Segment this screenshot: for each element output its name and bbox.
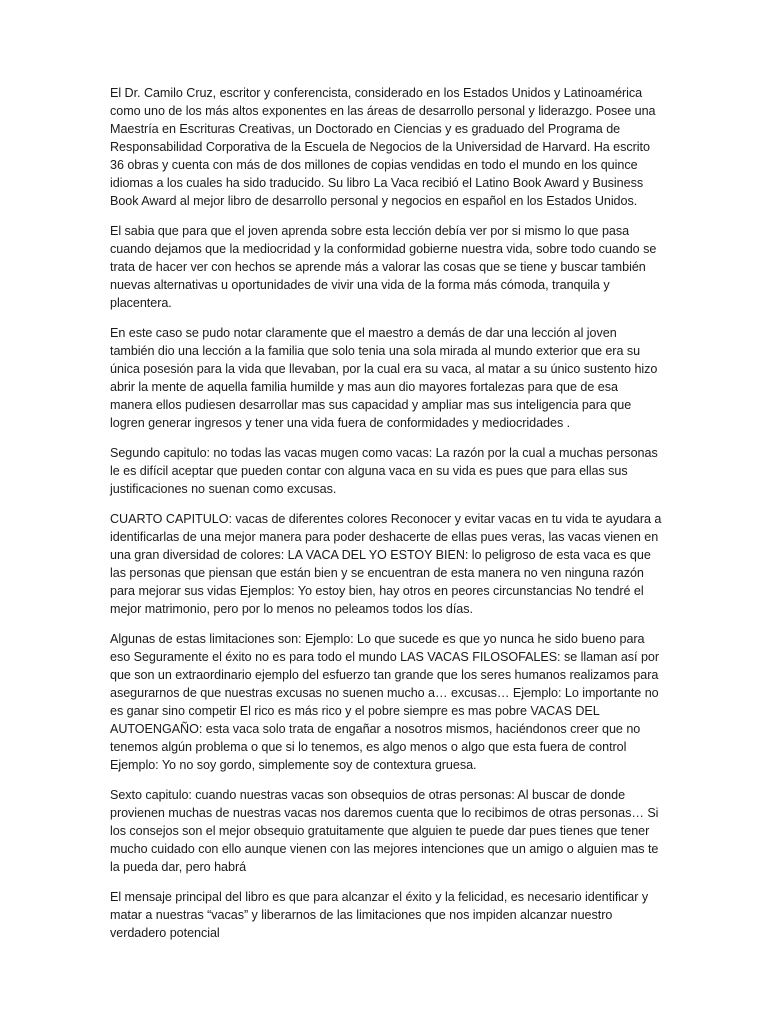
paragraph-teacher-lesson: En este caso se pudo notar claramente que el maestro a demás de dar una lección al joven también dio una lección a la familia que solo tenia una sola mirada al mundo exterior que era su única posesión para la vida que llevaban, por la cual era su vaca, al matar a su único sustento hizo abrir la mente de aquella familia humilde y mas aun dio mayores fortalezas para que de esa manera ellos pudiesen desarrollar mas sus capacidad y ampliar mas sus inteligencia para que logren generar ingresos y tener una vida fuera de conformidades y mediocridades . [110,326,658,430]
document-body [110,84,662,954]
paragraph-limitations: Algunas de estas limitaciones son: Ejemplo: Lo que sucede es que yo nunca he sido bueno para eso Seguramente el éxito no es para todo el mundo LAS VACAS FILOSOFALES: se llaman así por que son un extraordinario ejemplo del esfuerzo tan grande que los seres humanos realizamos para asegurarnos de que nuestras excusas no suenen mucho a… excusas… Ejemplo: Lo importante no es ganar sino competir El rico es más rico y el pobre siempre es mas pobre VACAS DEL AUTOENGAÑO: esta vaca solo trata de engañar a nosotros mismos, haciéndonos creer que no tenemos algún problema o que si lo tenemos, es algo menos o algo que esta fuera de control Ejemplo: Yo no soy gordo, simplemente soy de contextura gruesa. [110,632,659,772]
paragraph-author-bio: El Dr. Camilo Cruz, escritor y conferencista, considerado en los Estados Unidos y Latinoamérica como uno de los más altos exponentes en las áreas de desarrollo personal y liderazgo. Posee una Maestría en Escrituras Creativas, un Doctorado en Ciencias y es graduado del Programa de Responsabilidad Corporativa de la Escuela de Negocios de la Universidad de Harvard. Ha escrito 36 obras y cuenta con más de dos millones de copias vendidas en todo el mundo en los quince idiomas a los cuales ha sido traducido. Su libro La Vaca recibió el Latino Book Award y Business Book Award al mejor libro de desarrollo personal y negocios en español en los Estados Unidos. [110,86,656,208]
paragraph-second-chapter: Segundo capitulo: no todas las vacas mugen como vacas: La razón por la cual a muchas personas le es difícil aceptar que pueden contar con alguna vaca en su vida es pues que para ellas sus justificaciones no suenan como excusas. [110,446,658,496]
paragraph-main-message: El mensaje principal del libro es que para alcanzar el éxito y la felicidad, es necesario identificar y matar a nuestras “vacas” y liberarnos de las limitaciones que nos impiden alcanzar nuestro verdadero potencial [110,890,649,940]
paragraph-sixth-chapter: Sexto capitulo: cuando nuestras vacas son obsequios de otras personas: Al buscar de donde provienen muchas de nuestras vacas nos daremos cuenta que lo recibimos de otras personas… Si los consejos son el mejor obsequio gratuitamente que alguien te puede dar pues tienes que tener mucho cuidado con ello aunque vienen con las mejores intenciones que un amigo o alguien mas te la pueda dar, pero habrá [110,788,659,874]
paragraph-fourth-chapter: CUARTO CAPITULO: vacas de diferentes colores Reconocer y evitar vacas en tu vida te ayudara a identificarlas de una mejor manera para poder deshacerte de ellas pues veras, las vacas vienen en una gran diversidad de colores: LA VACA DEL YO ESTOY BIEN: lo peligroso de esta vaca es que las personas que piensan que están bien y se encuentran de esta manera no ven ninguna razón para mejorar sus vidas Ejemplos: Yo estoy bien, hay otros en peores circunstancias No tendré el mejor matrimonio, pero por lo menos no peleamos todos los días. [110,512,662,616]
paragraph-lesson: El sabia que para que el joven aprenda sobre esta lección debía ver por si mismo lo que pasa cuando dejamos que la mediocridad y la conformidad gobierne nuestra vida, sobre todo cuando se trata de hacer ver con hechos se aprende más a valorar las cosas que se tiene y buscar también nuevas alternativas u oportunidades de vivir una vida de la forma más cómoda, tranquila y placentera. [110,224,657,310]
